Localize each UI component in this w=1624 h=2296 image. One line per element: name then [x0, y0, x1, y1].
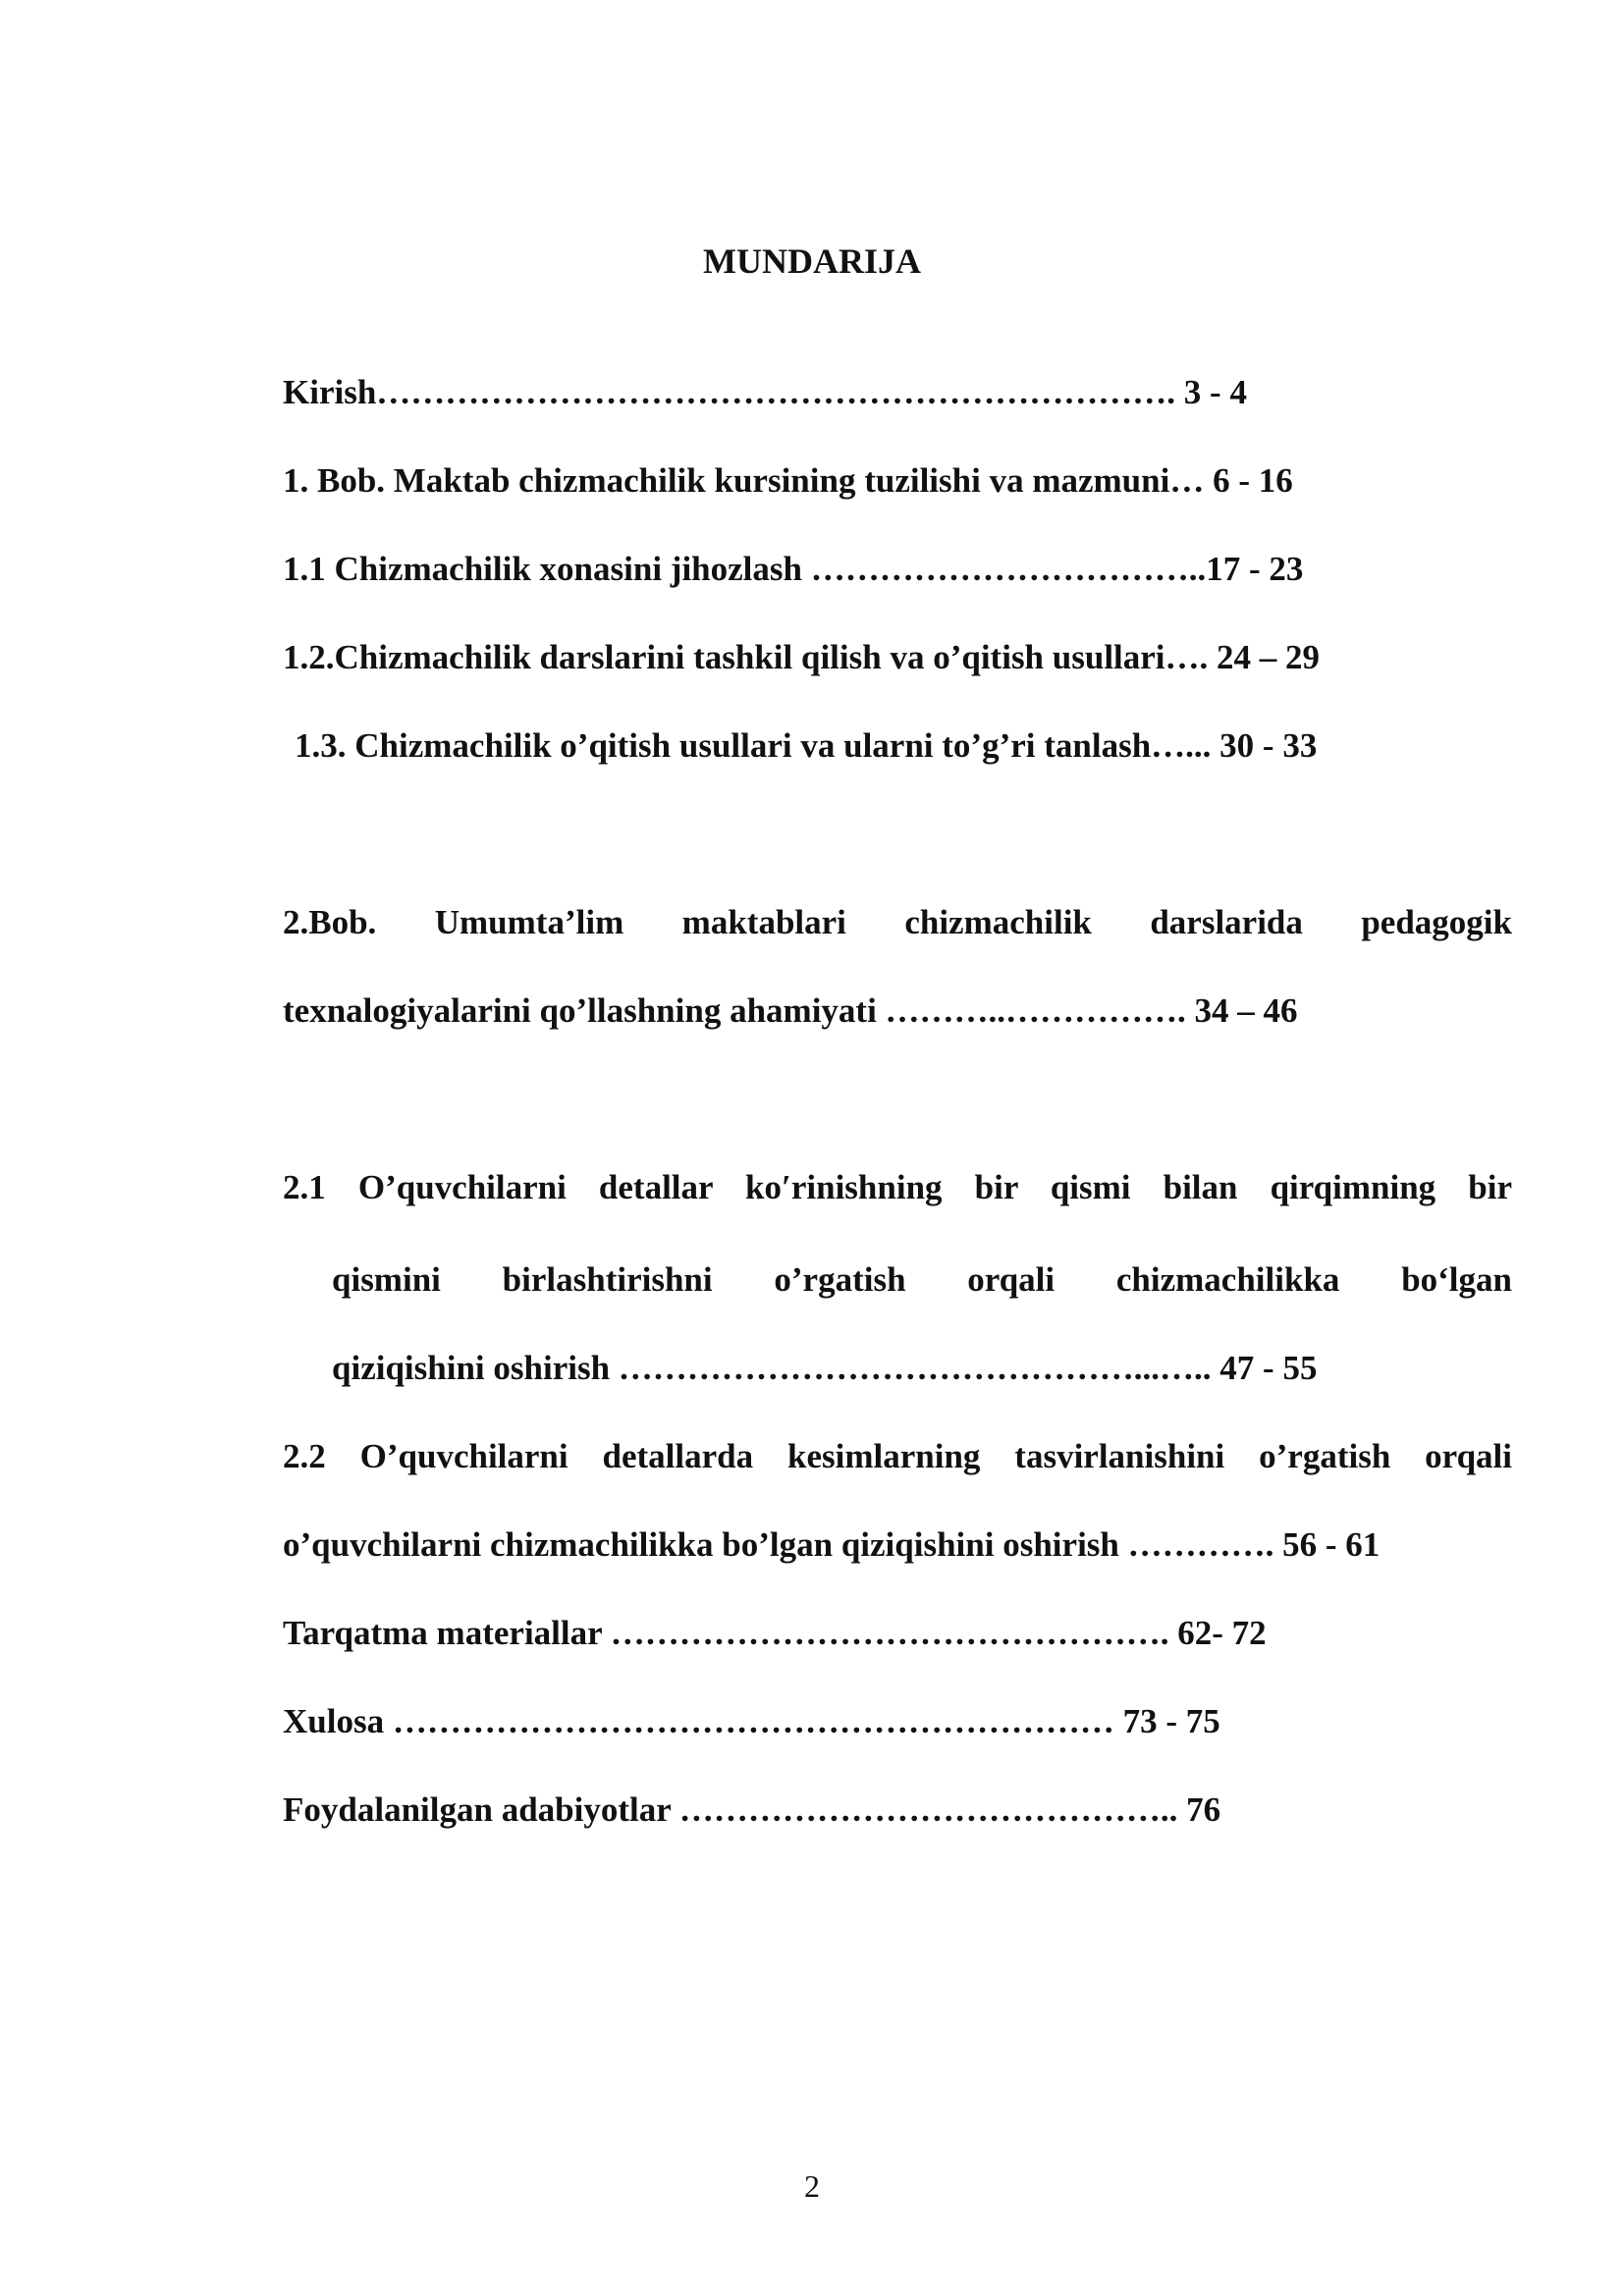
toc-entry-tarqatma: Tarqatma materiallar …………………………………………. 62- 72: [283, 1614, 1267, 1652]
toc-entry-section-2-1-line-1: 2.1 O’quvchilarni detallar ko′rinishning bir qismi bilan qirqimning bir: [283, 1168, 1512, 1206]
toc-entry-section-1-3: 1.3. Chizmachilik o’qitish usullari va ularni to’g’ri tanlash…... 30 - 33: [295, 726, 1318, 765]
toc-entry-section-2-1-line-3: qiziqishini oshirish ………………………………………...….. 47 - 55: [332, 1349, 1318, 1387]
toc-entry-adabiyotlar: Foydalanilgan adabiyotlar …………………………………….. 76: [283, 1790, 1221, 1829]
page-number: 2: [804, 2168, 820, 2204]
toc-entry-chapter-2-line-2: texnalogiyalarini qo’llashning ahamiyati ………..……………. 34 – 46: [283, 991, 1298, 1030]
toc-entry-section-1-2: 1.2.Chizmachilik darslarini tashkil qilish va o’qitish usullari…. 24 – 29: [283, 638, 1321, 676]
toc-entry-kirish: Kirish……………………………………………………………. 3 - 4: [283, 373, 1247, 411]
toc-entry-section-2-2-line-1: 2.2 O’quvchilarni detallarda kesimlarning tasvirlanishini o’rgatish orqali: [283, 1437, 1512, 1475]
toc-entry-section-1-1: 1.1 Chizmachilik xonasini jihozlash ……………………………..17 - 23: [283, 550, 1304, 588]
toc-entry-section-2-1-line-2: qismini birlashtirishni o’rgatish orqali chizmachilikka bo‘lgan: [332, 1260, 1512, 1299]
toc-entry-chapter-2-line-1: 2.Bob. Umumta’lim maktablari chizmachilik darslarida pedagogik: [283, 903, 1512, 941]
page-title: MUNDARIJA: [703, 241, 921, 281]
toc-entry-xulosa: Xulosa ……………………………………………………… 73 - 75: [283, 1702, 1220, 1740]
toc-entry-chapter-1: 1. Bob. Maktab chizmachilik kursining tuzilishi va mazmuni… 6 - 16: [283, 461, 1293, 500]
toc-entry-section-2-2-line-2: o’quvchilarni chizmachilikka bo’lgan qiziqishini oshirish …………. 56 - 61: [283, 1525, 1380, 1564]
